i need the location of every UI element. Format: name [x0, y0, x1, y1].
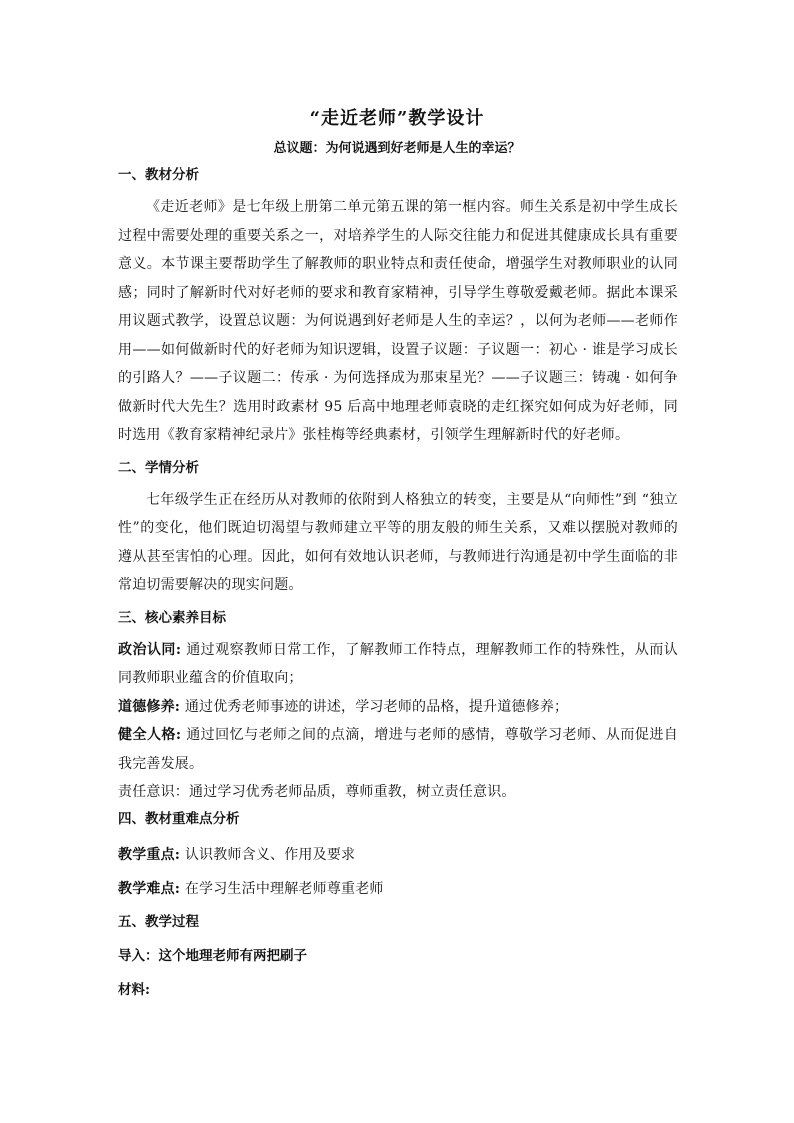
- literacy-item-text: 通过观察教师日常工作，了解教师工作特点，理解教师工作的特殊性，从而认同教师职业蕴含的价值取向；: [118, 641, 678, 686]
- key-point-label: 教学重点:: [118, 846, 181, 863]
- section-heading-key-difficult-points: 四、教材重难点分析: [118, 810, 240, 827]
- section-heading-core-literacy: 三、核心素养目标: [118, 609, 226, 626]
- teaching-process-material-label: 材料:: [118, 981, 150, 998]
- textbook-analysis-paragraph: 《走近老师》是七年级上册第二单元第五课的第一框内容。师生关系是初中学生成长过程中需要处理的重要关系之一，对培养学生的人际交往能力和促进其健康成长具有重要意义。本节课主要帮助学生了解教师的职业特点和责任使命，增强学生对教师职业的认同感；同时了解新时代对好老师的要求和教育家精神，引导学生尊敬爱戴老师。据此本课采用议题式教学，设置总议题：为何说遇到好老师是人生的幸运？，以何为老师——老师作用——如何做新时代的好老师为知识逻辑，设置子议题：子议题一：初心 · 谁是学习成长的引路人？——子议题二：传承 · 为何选择成为那束星光？——子议题三：铸魂 · 如何争做新时代大先生？选用时政素材 95 后高中地理老师袁晓的走红探究如何成为好老师，同时选用《教育家精神纪录片》张桂梅等经典素材，引领学生理解新时代的好老师。: [118, 199, 678, 443]
- learner-analysis-paragraph: 七年级学生正在经历从对教师的依附到人格独立的转变，主要是从“向师性”到 “独立性”的变化，他们既迫切渴望与教师建立平等的朋友般的师生关系，又难以摆脱对教师的遵从甚至害怕的心理。因此，如何有效地认识老师，与教师进行沟通是初中学生面临的非常迫切需要解决的现实问题。: [118, 491, 678, 593]
- difficult-point-label: 教学难点:: [118, 881, 181, 897]
- literacy-item-moral-cultivation: [118, 693, 678, 722]
- key-point-text: 认识教师含义、作用及要求: [180, 846, 356, 863]
- literacy-item-sound-personality: [118, 721, 678, 778]
- literacy-item-label: 健全人格:: [118, 727, 182, 743]
- section-heading-teaching-process: 五、教学过程: [118, 913, 199, 930]
- teaching-process-intro: 导入：这个地理老师有两把刷子: [118, 947, 307, 964]
- literacy-item-text: 责任意识：通过学习优秀老师品质，尊师重教，树立责任意识。: [118, 784, 516, 800]
- literacy-item-text: 通过优秀老师事迹的讲述，学习老师的品格，提升道德修养；: [180, 698, 569, 715]
- document-subtitle: 总议题：为何说遇到好老师是人生的幸运？: [273, 141, 521, 156]
- literacy-item-responsibility: [118, 778, 678, 807]
- literacy-item-label: 道德修养:: [118, 698, 181, 715]
- literacy-item-text: 通过回忆与老师之间的点滴，增进与老师的感情，尊敬学习老师、从而促进自我完善发展。: [118, 727, 678, 772]
- literacy-item-political-identity: [118, 636, 678, 693]
- document-body: [118, 163, 678, 1002]
- difficult-point-text: 在学习生活中理解老师尊重老师: [180, 881, 384, 897]
- section-heading-learner-analysis: 二、学情分析: [118, 459, 199, 476]
- literacy-item-label: 政治认同:: [118, 641, 182, 658]
- teaching-difficult-point: [118, 875, 678, 904]
- teaching-key-point: [118, 841, 678, 870]
- document-title: “走近老师”教学设计: [309, 108, 485, 129]
- section-heading-textbook-analysis: 一、教材分析: [118, 167, 199, 183]
